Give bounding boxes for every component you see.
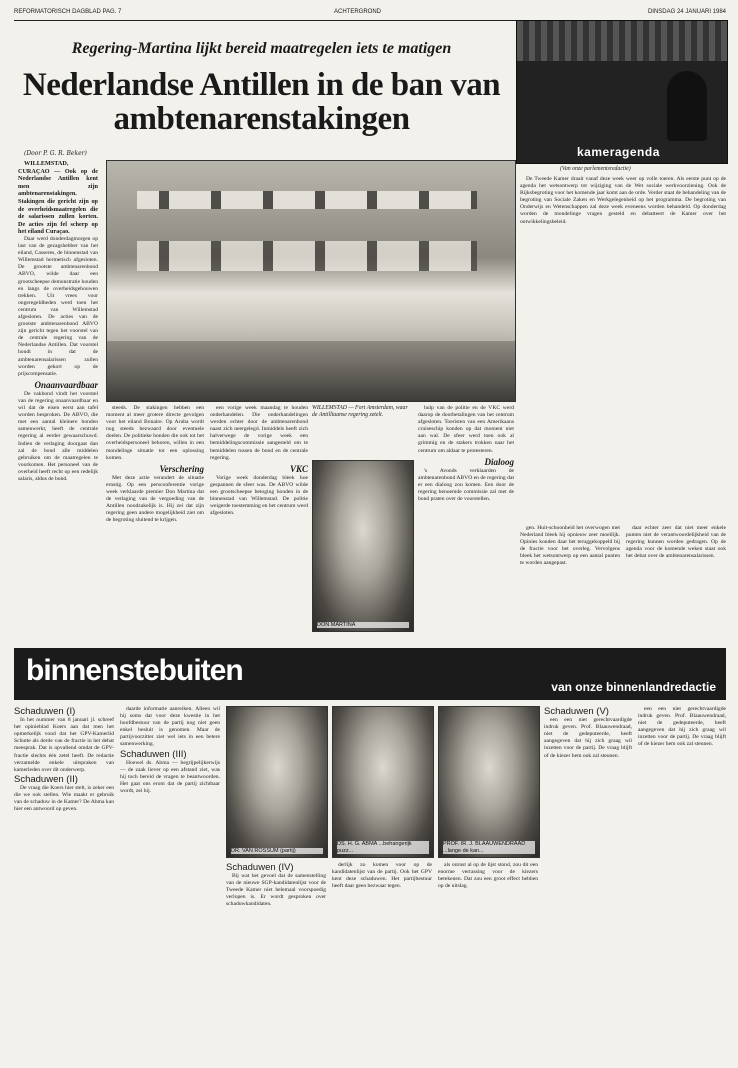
lower-col4-text: derlijk zo komen voor op de kandidatenlijst van de partij. Ook het GPV kent deze schaduwen. Het partijbestuur heeft daar geen bezwaar tegen. <box>332 862 432 890</box>
banner-title: binnenstebuiten <box>26 654 243 687</box>
article-lead: WILLEMSTAD, CURAÇAO — Ook op de Nederlandse Antillen kent men zijn ambtenarenstakingen. Stakingen die gericht zijn op de overheidsmaatregelen die de salarissen zullen korten. De acties zijn fel scherp op het eiland Curaçao. <box>18 160 98 236</box>
lower-column-2 <box>120 706 220 1061</box>
lower-col6-text: een een niet gerechtvaardigde indruk geven. Prof. Blaauwendraad, niet de gedeputeerde, heeft aangegeven dat hij zich graag wil inzetten voor de partij. De vraag blijft of de kiezer hem ook zal steunen. <box>544 717 632 759</box>
parliament-benches <box>517 21 727 61</box>
building-arches-row <box>137 241 477 271</box>
schaduwen-5-heading: Schaduwen (V) <box>544 706 609 717</box>
article-byline: (Door P. G. R. Beker) <box>24 150 87 157</box>
header-date: DINSDAG 24 JANUARI 1984 <box>647 9 726 15</box>
lower-col2-text: daarde informatie aanreiken. Alleen wil hij soms dat voor deze kwestie in het hoofdbestuur van de partij nog niet geen enkel besluit is genomen. Maar de partijvoorzitter ziet wel iets in een betere samenwerking. <box>120 706 220 748</box>
schaduwen-3-heading: Schaduwen (III) <box>120 748 187 760</box>
article-col2-text: steeds. De stakingen hebben een moment al meer grotere directe gevolgen voor het eiland Bonaire. Op Aruba wordt nog steeds bezwaard door eventuele doelen. De politieke bonden die ook tot het overheidspersoneel behoren, willen in een mondelinge situatie tot een oplossing komen. <box>106 405 204 461</box>
lower-column-4 <box>332 862 432 1061</box>
article-col4b-text: 's Avonds verklaarden de ambtenarenbond ABVO en de regering dat er een dialoog zou komen. Een door de regering benoemde commissie zal met de bond praten over de voorstellen. <box>418 467 514 503</box>
kameragenda-photo <box>516 20 728 164</box>
lower-column-6 <box>544 706 632 1061</box>
article-col1b-text: De vakbond vindt het voorstel van de regering onaanvaardbaar en wil dat de eisen eerst aan tafel worden besproken. De ABVO, die met een aantal kleinere bonden samenwerkt, heeft de centrale regering al eerder gewaarschuwd. Indien de verlaging doorgaat dan zal de bond alle middelen gebruiken om de maatregelen te voorkomen. Het personeel van de overheid heeft recht op een redelijk salaris, aldus de bond. <box>18 390 98 483</box>
speaker-silhouette <box>667 71 707 141</box>
article-col3b-text: Vorige week donderdag bleek hoe gespannen de sfeer was. De ABVO wilde een grootscheepse betoging houden in de binnenstad van Willemstad. De politie weigerde toestemming en het centrum werd afgesloten. <box>210 474 308 517</box>
header-left: REFORMATORISCH DAGBLAD PAG. 7 <box>14 9 122 15</box>
lower-column-7 <box>638 706 726 1061</box>
van-rossum-portrait <box>226 706 328 858</box>
kameragenda-title: kameragenda <box>577 145 660 159</box>
banner-subtitle: van onze binnenlandredactie <box>551 680 716 694</box>
lower-col5-text: als onrust al op de lijst stond, zou dit een enorme verrassing voor de kiezers betekenen. Dat zou een groot effect hebben op de uitslag. <box>438 862 538 890</box>
article-headline: Nederlandse Antillen in de ban van ambtenarenstakingen <box>22 67 501 137</box>
section-verschering: Verschering <box>159 463 204 474</box>
lower-column-1 <box>14 706 114 1061</box>
schaduwen-2-heading: Schaduwen (II) <box>14 773 78 785</box>
page-header <box>14 6 726 21</box>
section-vkc: VKC <box>289 463 308 474</box>
cars-foreground <box>107 341 515 401</box>
van-rossum-caption: DR. VAN ROSSUM (partij) <box>231 848 323 855</box>
building-windows-row <box>137 191 477 209</box>
schaduwen-3-text: Hoewel ds. Abma — begrijpelijkerwijs — de zaak liever op een afstand ziet, was hij toch bereid de vragen te beantwoorden. Het gaat ons erom dat de partij zichtbaar wordt, zei hij. <box>120 759 220 795</box>
kameragenda-source: (Van onze parlementsredactie) <box>560 166 631 172</box>
abma-portrait <box>332 706 434 858</box>
article-column-1 <box>18 160 98 640</box>
section-dialoog: Dialoog <box>484 456 514 467</box>
abma-caption: DS. H. G. ABMA ...behangerijk puzz... <box>337 841 429 854</box>
kameragenda-column-b <box>626 525 726 640</box>
schaduwen-1-text: In het nummer van 8 januari jl. schreef het opinieblad Koers aan dat men het opmerkelijk vond dat het GPV-Kamerlid Schutte als derde van de fractie in het debat meesprak. Dat is opvallend omdat de GPV-fractie slechts één zetel heeft. De redactie verzamelde enkele uitspraken van kamerleden over dit onderwerp. <box>14 717 114 773</box>
section-onaanvaardbaar: Onaanvaardbaar <box>34 379 98 390</box>
kameragenda-column-a <box>520 525 620 640</box>
article-subheadline: Regering-Martina lijkt bereid maatregelen iets te matigen <box>71 40 452 57</box>
kameragenda-text: De Tweede Kamer draait vanaf deze week weer op volle toeren. Als eerste punt op de agenda het wetsontwerp tot wijziging van de Wet sociale werkvoorziening. Ook de Rijksbegroting voor het komende jaar komt aan de orde. Verder staat de behandeling van de begroting van Sociale Zaken en Werkgelegenheid op het programma. De begroting van Onderwijs en Wetenschappen zal deze week eveneens worden behandeld. Op donderdag worden de mondelinge vragen gesteld en debatteert de Kamer over het ontwikkelingsbeleid. <box>520 176 726 225</box>
binnenstebuiten-banner <box>14 648 726 700</box>
article-col2b-text: Met deze actie verandert de situatie ernstig. Op een persconferentie vorige week verklaarde premier Don Martina dat de verlaging van de vergoeding van de Antillen noodzakelijk is. Hij zei dat zijn regering geen andere mogelijkheid ziet om de begroting sluitend te krijgen. <box>106 474 204 524</box>
article-column-4 <box>418 405 514 640</box>
lower-col7-text: een een niet gerechtvaardigde indruk geven. Prof. Blaauwendraad, niet de gedeputeerde, heeft aangegeven dat hij zich graag wil inzetten voor de partij. De vraag blijft of de kiezer hem ook zal steunen. <box>638 706 726 748</box>
kameragenda-body <box>520 176 726 521</box>
lower-column-5 <box>438 862 538 1061</box>
schaduwen-1-heading: Schaduwen (I) <box>14 706 76 717</box>
article-col1-text: Daar werd donderdagmorgen op last van de gezagshebber van het eiland, Casseres, de binnenstad van Willemstad hermetisch afgesloten. De grootste ambtenarenbond ABVO, wilde daar een grootscheepse demonstratie houden en langs de overheidsgebouwen trekken. Uit vrees voor ongeregeldheden werd toen het centrum van Willemstad afgesloten. De acties van de grootste ambtenarenbond ABVO zijn gericht tegen het voorstel van de centrale regering van de Nederlandse Antillen. Dat voorstel houdt in dat de ambtenarensalarissen zullen worden gekort op de prijscompensatie. <box>18 235 98 377</box>
blaauwendraad-portrait <box>438 706 540 858</box>
article-column-2 <box>106 405 204 640</box>
fort-amsterdam-photo <box>106 160 516 402</box>
kameragenda-text-2: gen. Huit-schoonheid het overwogen met Nederland bleek hij opnieuw zeer moeilijk. Opinies konden daar het teruggekoppeld bij de fractie voor het overleg. Vervolgens bleek het wetsontwerp op een aantal punten te worden aangepast. <box>520 525 620 567</box>
portrait-caption: DON MARTINA <box>317 622 409 629</box>
kameragenda-text-3: daar echter zeer dat niet meer enkele punten niet de verantwoordelijkheid van de regering kunnen worden gedragen. Op de agenda voor de komende weken staat ook het debat over de ambtenarensalarissen. <box>626 525 726 560</box>
article-col4-text: hulp van de politie en de VKC werd daarop de doorbetalingen van het centrum afgesloten. Toeristen van een Amerikaans cruiseschip konden op dat moment niet aan wal. De sfeer werd toen ook al grimmig en de stakers trokken naar het centrum om aldaar te protesteren. <box>418 405 514 454</box>
photo-caption: WILLEMSTAD — Fort Amsterdam, waar de Antilliaanse regering zetelt. <box>312 405 408 418</box>
schaduwen-4-heading: Schaduwen (IV) <box>226 862 294 873</box>
don-martina-portrait <box>312 460 414 632</box>
article-col3-text: een vorige week maandag te houden onderhandelen. Die onderhandelingen werden echter door de ambtenarenbond naast zich neergelegd. Inmiddels heeft zich halverwege de vorige week een bemiddelingscommissie aangesteld om te bemiddelen tussen de bond en de centrale regering. <box>210 405 308 461</box>
header-section: ACHTERGROND <box>334 9 382 15</box>
schaduwen-4-text: Bij wat het gevoel dat de samenstelling van de nieuwe SGP-kandidatenlijst voor de Tweede Kamer niet helemaal voorspoedig verlopen is. Er wordt gesproken over schaduwkandidaten. <box>226 873 326 908</box>
schaduwen-2-text: De vraag die Koers hier stelt, is zeker een die we ook stellen. Wie maakt er gebruik van de schaduw in de Kamer? De Abma kan hier een antwoord op geven. <box>14 784 114 813</box>
lower-column-3 <box>226 862 326 1061</box>
blaauwendraad-caption: PROF. IR. J. BLAAUWENDRAAD ...lange de kan... <box>443 841 535 854</box>
article-column-3 <box>210 405 308 640</box>
